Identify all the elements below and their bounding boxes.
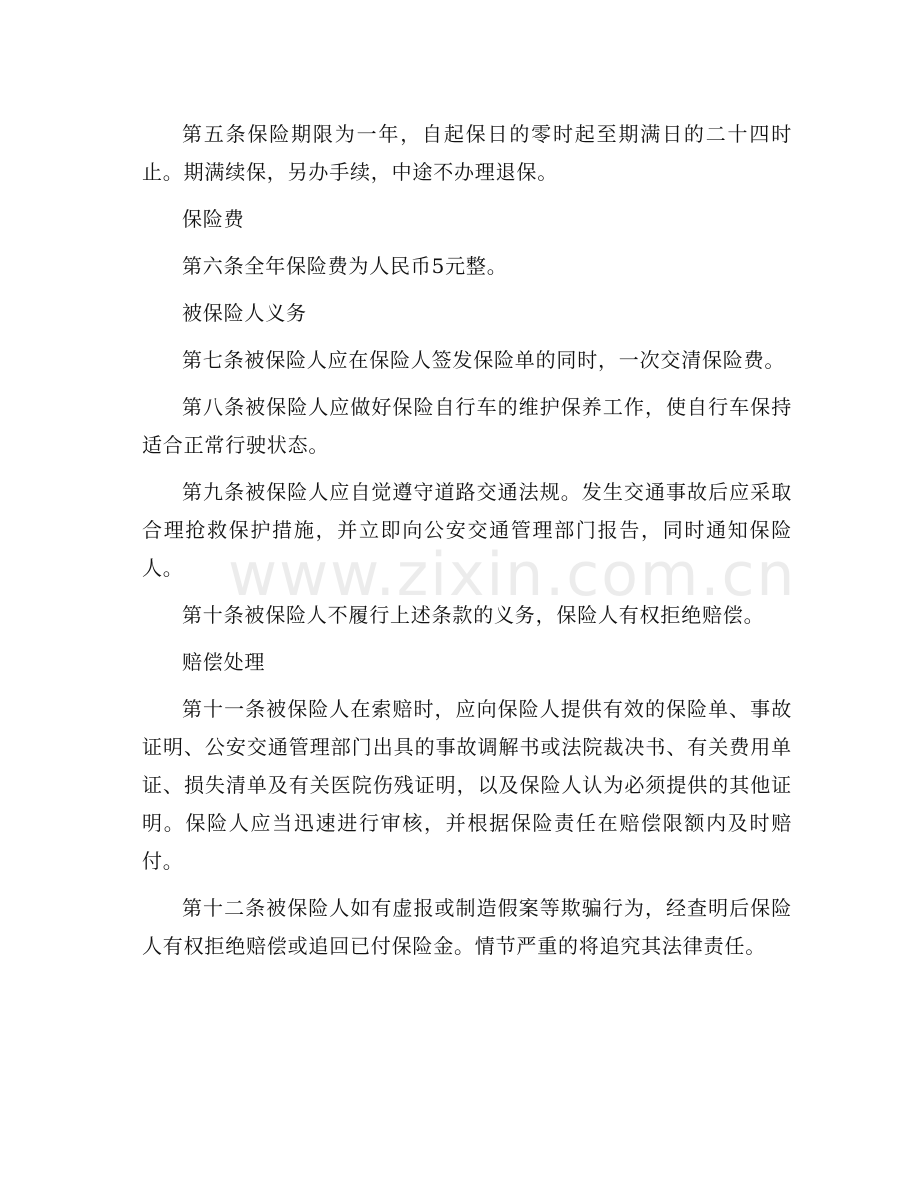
clause-6: 第六条全年保险费为人民币5元整。 [182, 254, 508, 278]
clause-8: 第八条被保险人应做好保险自行车的维护保养工作，使自行车保持适合正常行驶状态。 [142, 395, 792, 457]
section-heading-claims: 赔偿处理 [182, 650, 266, 674]
clause-10: 第十条被保险人不履行上述条款的义务，保险人有权拒绝赔偿。 [182, 603, 765, 627]
section-heading-insured-obligations: 被保险人义务 [182, 301, 307, 325]
section-heading-premium: 保险费 [182, 207, 245, 231]
watermark: www.zixin.com.cn [228, 540, 797, 610]
clause-7: 第七条被保险人应在保险人签发保险单的同时，一次交清保险费。 [182, 348, 786, 372]
clause-5: 第五条保险期限为一年，自起保日的零时起至期满日的二十四时止。期满续保，另办手续，中途不办理退保。 [142, 122, 792, 184]
clause-12: 第十二条被保险人如有虚报或制造假案等欺骗行为，经查明后保险人有权拒绝赔偿或追回已付保险金。情节严重的将追究其法律责任。 [142, 896, 792, 958]
clause-11: 第十一条被保险人在索赔时，应向保险人提供有效的保险单、事故证明、公安交通管理部门出具的事故调解书或法院裁决书、有关费用单证、损失清单及有关医院伤残证明，以及保险人认为必须提供的其他证明。保险人应当迅速进行审核，并根据保险责任在赔偿限额内及时赔付。 [142, 697, 792, 873]
clause-9: 第九条被保险人应自觉遵守道路交通法规。发生交通事故后应采取合理抢救保护措施，并立即向公安交通管理部门报告，同时通知保险人。 [142, 480, 792, 580]
document-body [142, 115, 792, 974]
